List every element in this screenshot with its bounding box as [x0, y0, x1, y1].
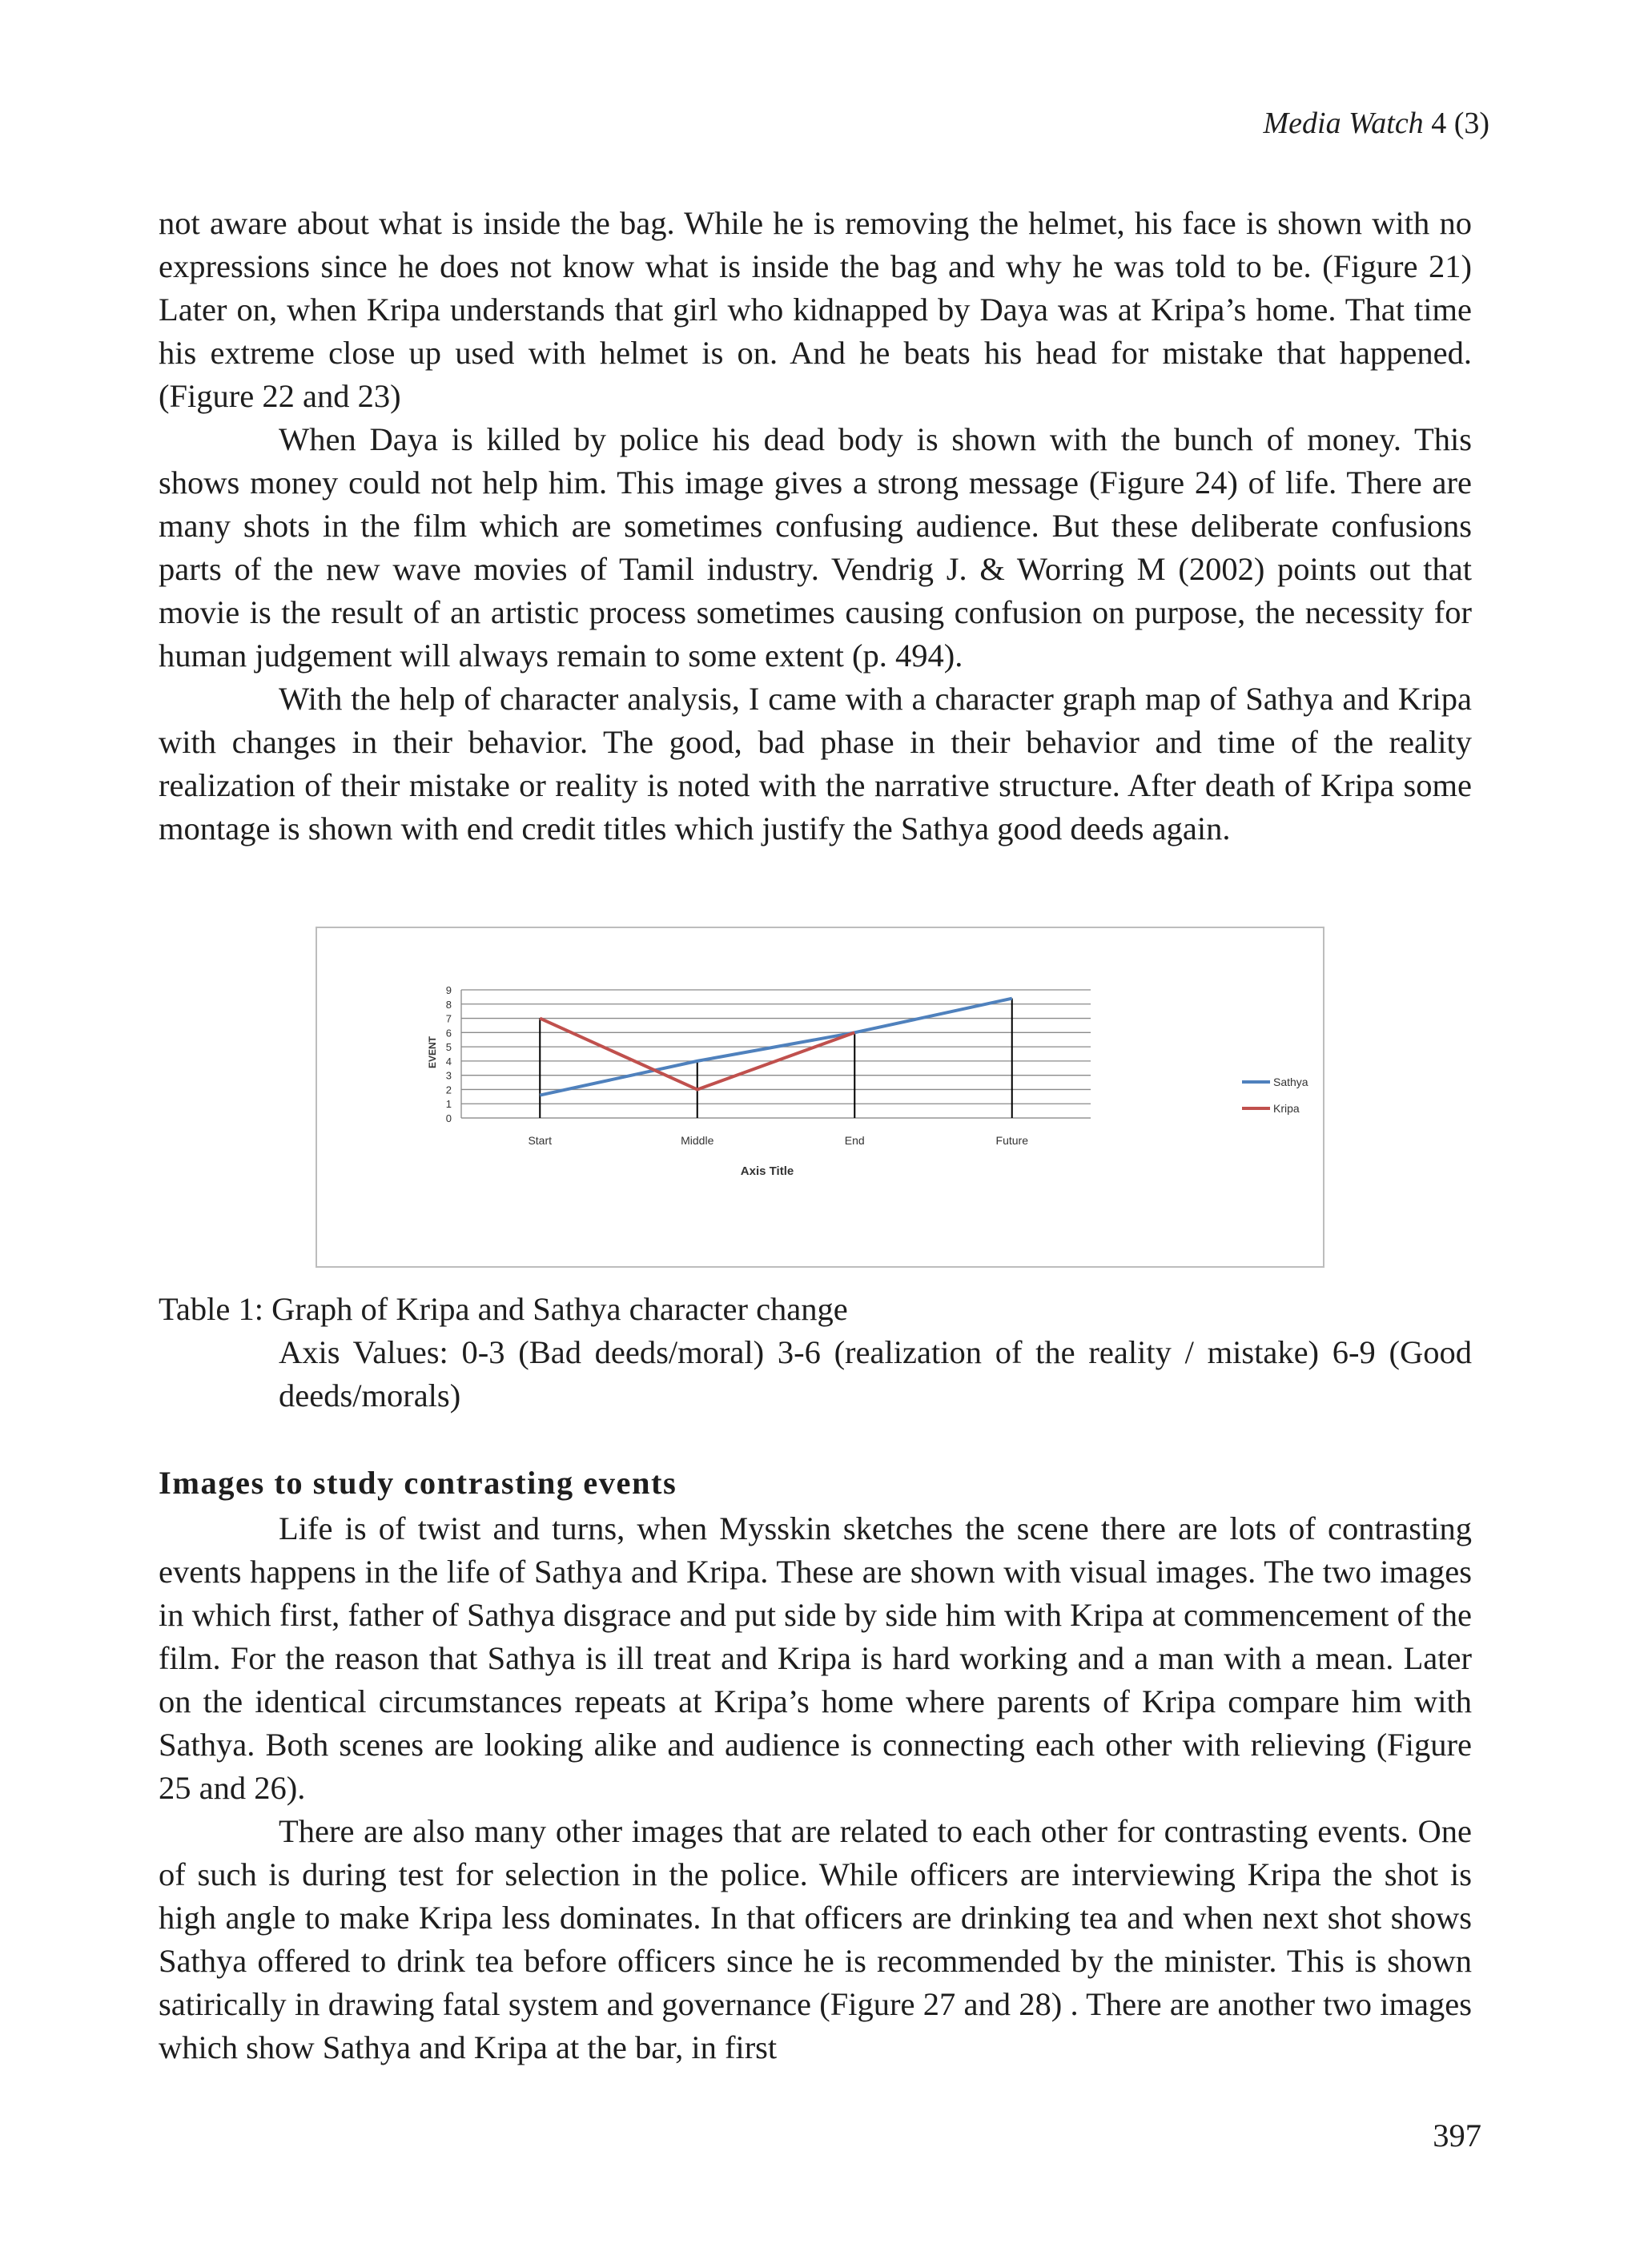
y-tick-label: 9: [445, 984, 452, 996]
journal-issue: 4 (3): [1423, 107, 1489, 140]
section-heading: Images to study contrasting events: [159, 1465, 677, 1501]
body-text-bottom: [159, 1507, 1472, 2069]
y-tick-label: 7: [445, 1012, 452, 1025]
x-tick-label: End: [844, 1134, 865, 1147]
paragraph: not aware about what is inside the bag. While he is removing the helmet, his face is shown with no expressions since he does not know what is inside the bag and why he was told to be. (Figure 21) Later on, when Kripa understands that girl who kidnapped by Daya was at Kripa’s home. That time his extreme close up used with helmet is on. And he beats his head for mistake that happened. (Figure 22 and 23): [159, 205, 1472, 414]
caption-title: Table 1: Graph of Kripa and Sathya character change: [159, 1291, 848, 1327]
figure-caption: [159, 1288, 1472, 1418]
y-tick-label: 8: [445, 998, 452, 1011]
x-tick-label: Start: [528, 1134, 553, 1147]
caption-axis-values: Axis Values: 0-3 (Bad deeds/moral) 3-6 (realization of the reality / mistake) 6-9 (Good deeds/morals): [279, 1334, 1472, 1413]
y-tick-label: 0: [445, 1112, 452, 1124]
page-number: 397: [1433, 2117, 1481, 2153]
paragraph: With the help of character analysis, I came with a character graph map of Sathya and Kripa with changes in their behavior. The good, bad phase in their behavior and time of the reality realization of their mistake or reality is noted with the narrative structure. After death of Kripa some montage is shown with end credit titles which justify the Sathya good deeds again.: [159, 681, 1472, 846]
y-tick-label: 4: [445, 1055, 452, 1068]
paragraph: When Daya is killed by police his dead body is shown with the bunch of money. This shows money could not help him. This image gives a strong message (Figure 24) of life. There are many shots in the film which are sometimes confusing audience. But these deliberate confusions parts of the new wave movies of Tamil industry. Vendrig J. & Worring M (2002) points out that movie is the result of an artistic process sometimes causing confusion on purpose, the necessity for human judgement will always remain to some extent (p. 494).: [159, 421, 1472, 674]
running-header: [1264, 106, 1489, 141]
paragraph: Life is of twist and turns, when Mysskin sketches the scene there are lots of contrasting events happens in the life of Sathya and Kripa. These are shown with visual images. The two images in which first, father of Sathya disgrace and put side by side him with Kripa at commencement of the film. For the reason that Sathya is ill treat and Kripa is hard working and a man with a mean. Later on the identical circumstances repeats at Kripa’s home where parents of Kripa compare him with Sathya. Both scenes are looking alike and audience is connecting each other with relieving (Figure 25 and 26).: [159, 1510, 1472, 1806]
character-graph-chart: [317, 928, 1323, 1266]
character-graph-figure: [316, 927, 1324, 1268]
x-tick-label: Middle: [681, 1134, 714, 1147]
legend-label-sathya: Sathya: [1273, 1076, 1308, 1088]
y-axis-title: EVENT: [427, 1035, 438, 1069]
journal-name: Media Watch: [1263, 107, 1424, 140]
y-tick-label: 2: [445, 1084, 452, 1096]
y-tick-label: 3: [445, 1069, 452, 1082]
x-tick-label: Future: [995, 1134, 1028, 1147]
legend-label-kripa: Kripa: [1273, 1102, 1300, 1115]
y-tick-label: 6: [445, 1027, 452, 1040]
y-tick-label: 1: [445, 1098, 452, 1111]
paragraph: There are also many other images that are related to each other for contrasting events. One of such is during test for selection in the police. While officers are interviewing Kripa the shot is high angle to make Kripa less dominates. In that officers are drinking tea and when next shot shows Sathya offered to drink tea before officers since he is recommended by the minister. This is shown satirically in drawing fatal system and governance (Figure 27 and 28) . There are another two images which show Sathya and Kripa at the bar, in first: [159, 1813, 1472, 2065]
y-tick-label: 5: [445, 1041, 452, 1054]
body-text-top: [159, 202, 1472, 850]
x-axis-title: Axis Title: [740, 1164, 794, 1178]
